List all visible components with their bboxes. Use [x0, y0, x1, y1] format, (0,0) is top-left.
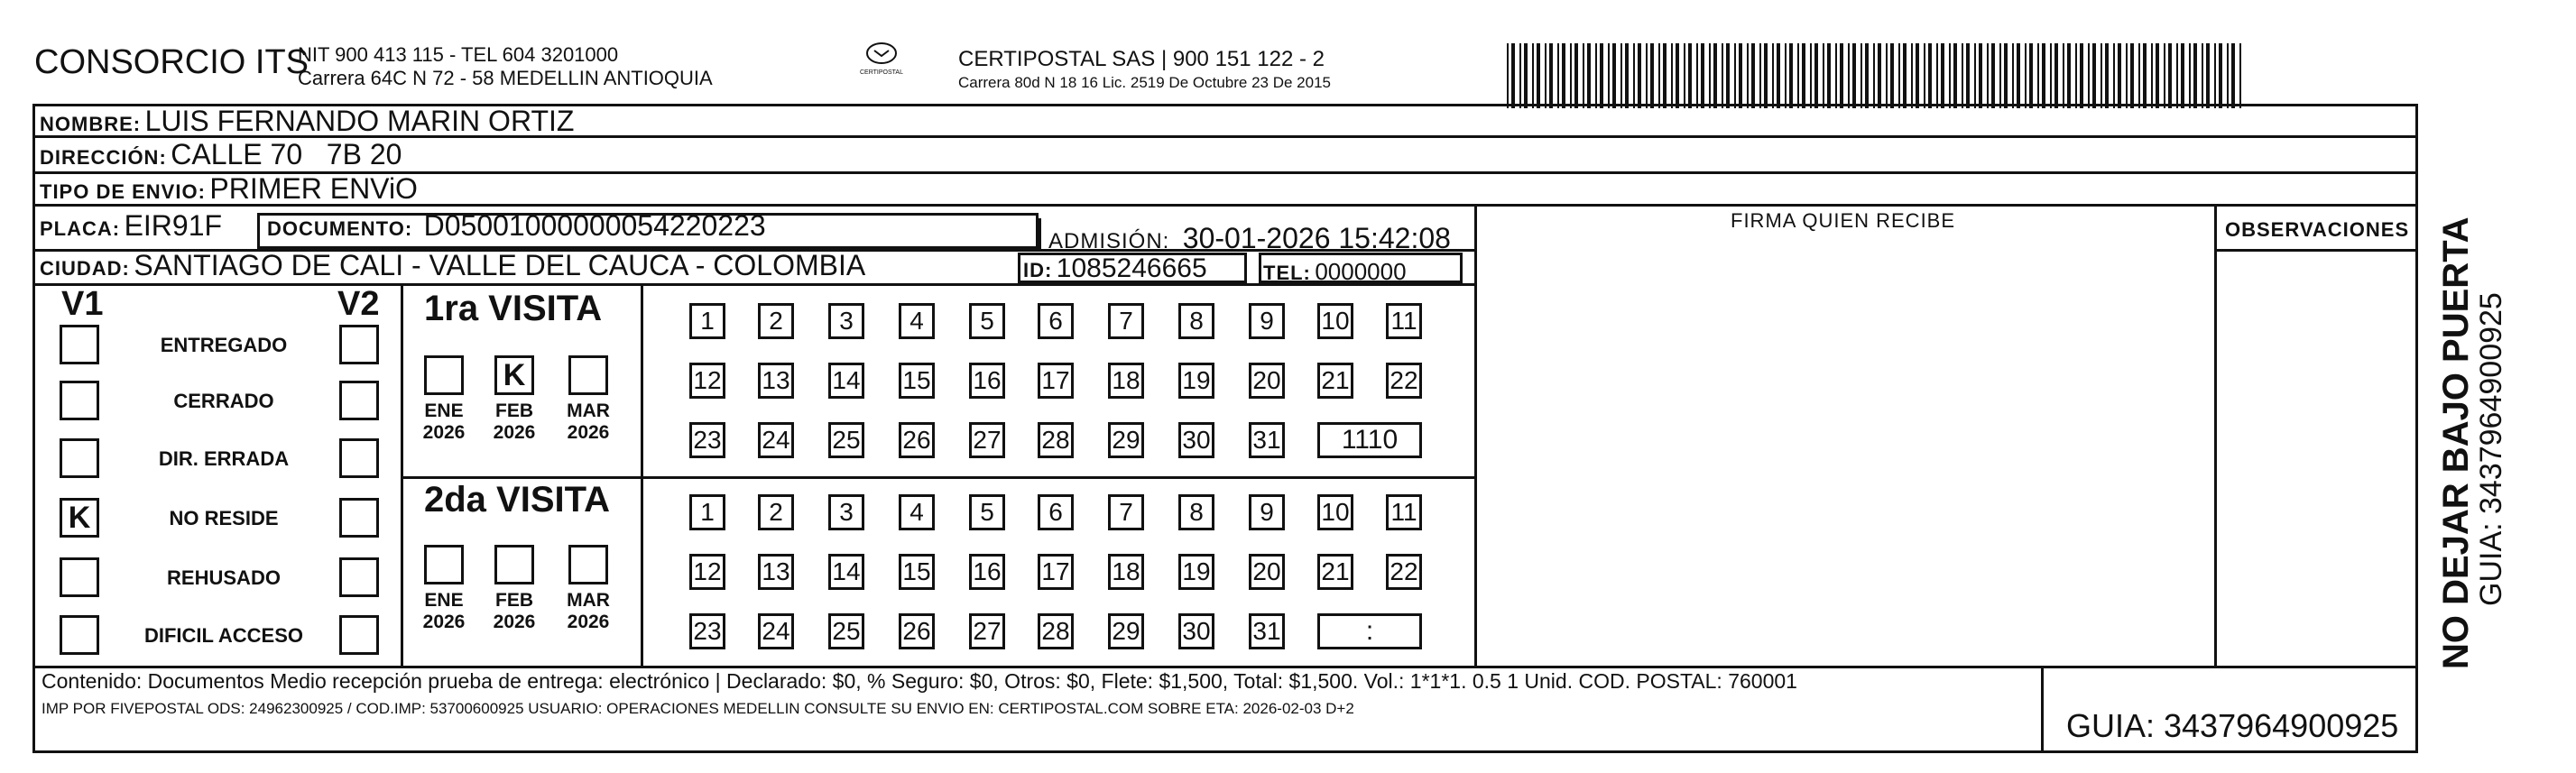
- v1-checkbox[interactable]: [60, 615, 99, 655]
- barcode-bar: [1739, 43, 1742, 108]
- logo-icon: [863, 41, 900, 65]
- second-visit-year-label: 2026: [493, 612, 536, 632]
- barcode-bar: [2176, 43, 2178, 108]
- v2-label: V2: [337, 285, 380, 323]
- barcode-bar: [1953, 43, 1957, 108]
- second-visit-day[interactable]: 28: [1038, 613, 1074, 649]
- first-visit-day[interactable]: 4: [899, 303, 935, 339]
- barcode-bar: [2037, 43, 2039, 108]
- barcode-bar: [2092, 43, 2096, 108]
- first-visit-day[interactable]: 27: [969, 422, 1005, 458]
- v2-checkbox[interactable]: [339, 498, 379, 538]
- second-visit-day[interactable]: 12: [689, 554, 725, 590]
- first-visit-day[interactable]: 19: [1178, 363, 1214, 399]
- first-visit-day[interactable]: 2: [758, 303, 794, 339]
- barcode-bar: [2080, 43, 2083, 108]
- documento-row: [267, 209, 766, 243]
- v1-label: V1: [61, 285, 104, 323]
- barcode-bar: [2193, 43, 2197, 108]
- v1-checkbox[interactable]: [60, 381, 99, 420]
- second-visit-month-checkbox[interactable]: [568, 545, 608, 584]
- v1-checkbox[interactable]: K: [60, 498, 99, 538]
- company-name: CONSORCIO ITS: [34, 43, 309, 81]
- first-visit-day[interactable]: 8: [1178, 303, 1214, 339]
- first-visit-month-checkbox[interactable]: K: [494, 355, 534, 395]
- second-visit-day[interactable]: 24: [758, 613, 794, 649]
- barcode-bar: [1987, 43, 1989, 108]
- first-visit-day[interactable]: 7: [1108, 303, 1144, 339]
- ciudad-label: CIUDAD:: [40, 257, 130, 280]
- barcode-bar: [1650, 43, 1654, 108]
- barcode-bar: [1999, 43, 2001, 108]
- barcode-bar: [1726, 43, 1730, 108]
- second-visit-day[interactable]: 20: [1249, 554, 1285, 590]
- reason-label: REHUSADO: [167, 566, 281, 589]
- second-visit-day[interactable]: 25: [828, 613, 864, 649]
- certipostal-name: CERTIPOSTAL SAS | 900 151 122 - 2: [958, 47, 1325, 71]
- barcode-bar: [1734, 43, 1736, 108]
- barcode-bar: [2067, 43, 2071, 108]
- barcode-bar: [1751, 43, 1755, 108]
- barcode-bar: [2239, 43, 2241, 108]
- barcode-bar: [1924, 43, 1925, 108]
- second-visit-day[interactable]: 30: [1178, 613, 1214, 649]
- barcode-bar: [2075, 43, 2077, 108]
- barcode-bar: [1916, 43, 1919, 108]
- barcode-bar: [2042, 43, 2045, 108]
- first-visit-month-checkbox[interactable]: [568, 355, 608, 395]
- first-visit-day[interactable]: 31: [1249, 422, 1285, 458]
- first-visit-day[interactable]: 22: [1386, 363, 1422, 399]
- barcode-bar: [1911, 43, 1913, 108]
- barcode-bar: [1625, 43, 1629, 108]
- barcode-bar: [2012, 43, 2014, 108]
- barcode-bar: [1764, 43, 1768, 108]
- second-visit-day[interactable]: 15: [899, 554, 935, 590]
- barcode-bar: [2214, 43, 2216, 108]
- ciudad-value: SANTIAGO DE CALI - VALLE DEL CAUCA - COLOMBIA: [134, 249, 866, 281]
- first-visit-day[interactable]: 1: [689, 303, 725, 339]
- barcode-bar: [2054, 43, 2058, 108]
- barcode-bar: [1747, 43, 1749, 108]
- first-visit-day[interactable]: 21: [1317, 363, 1353, 399]
- first-visit-year-label: 2026: [493, 422, 536, 443]
- barcode-bar: [1777, 43, 1780, 108]
- barcode-bar: [2202, 43, 2203, 108]
- barcode-bar: [1810, 43, 1812, 108]
- second-visit-day[interactable]: 2: [758, 494, 794, 530]
- barcode-bar: [1620, 43, 1622, 108]
- barcode-bar: [1797, 43, 1799, 108]
- reason-label: NO RESIDE: [169, 507, 279, 529]
- second-visit-day[interactable]: 14: [828, 554, 864, 590]
- barcode-bar: [1532, 43, 1534, 108]
- barcode-bar: [1802, 43, 1805, 108]
- barcode-bar: [1549, 43, 1553, 108]
- first-visit-day[interactable]: 30: [1178, 422, 1214, 458]
- nombre-value: LUIS FERNANDO MARIN ORTIZ: [144, 105, 575, 137]
- ciudad-row: [40, 249, 865, 282]
- first-visit-day[interactable]: 29: [1108, 422, 1144, 458]
- barcode-bar: [2156, 43, 2159, 108]
- second-visit-day[interactable]: 11: [1386, 494, 1422, 530]
- first-visit-month-label: MAR: [567, 400, 610, 421]
- logo-text: CERTIPOSTAL: [860, 69, 903, 76]
- barcode-bar: [2164, 43, 2165, 108]
- second-visit-title: 2da VISITA: [424, 480, 610, 520]
- barcode-bar: [1928, 43, 1932, 108]
- second-visit-day[interactable]: 4: [899, 494, 935, 530]
- company-address: Carrera 64C N 72 - 58 MEDELLIN ANTIOQUIA: [298, 67, 713, 89]
- second-visit-day[interactable]: 29: [1108, 613, 1144, 649]
- barcode-bar: [2025, 43, 2027, 108]
- barcode-bar: [1852, 43, 1856, 108]
- barcode-bar: [2168, 43, 2172, 108]
- second-visit-day[interactable]: 8: [1178, 494, 1214, 530]
- barcode-bar: [1524, 43, 1528, 108]
- v1-checkbox[interactable]: [60, 325, 99, 364]
- barcode-bar: [1587, 43, 1591, 108]
- barcode-bar: [2206, 43, 2210, 108]
- barcode-bar: [1511, 43, 1515, 108]
- second-visit-day[interactable]: 13: [758, 554, 794, 590]
- second-visit-month-checkbox[interactable]: [424, 545, 464, 584]
- v1-checkbox[interactable]: [60, 557, 99, 597]
- barcode-bar: [1941, 43, 1944, 108]
- second-visit-day[interactable]: 31: [1249, 613, 1285, 649]
- nombre-row: [40, 105, 574, 138]
- tel-label: TEL:: [1263, 262, 1311, 284]
- barcode-bar: [1878, 43, 1881, 108]
- first-visit-day[interactable]: 14: [828, 363, 864, 399]
- barcode-bar: [1562, 43, 1565, 108]
- certipostal-address: Carrera 80d N 18 16 Lic. 2519 De Octubre 23 De 2015: [958, 74, 1331, 91]
- barcode-bar: [1684, 43, 1685, 108]
- company-nit-tel: NIT 900 413 115 - TEL 604 3201000: [298, 43, 619, 66]
- barcode-bar: [1612, 43, 1616, 108]
- second-visit-month-label: ENE: [424, 590, 464, 611]
- barcode-bar: [1709, 43, 1711, 108]
- contenido-text: Contenido: Documentos Medio recepción prueba de entrega: electrónico | Declarado: $0, % Seguro: $0, Otros: $0, Flete: $1,500, Total: $1,500. Vol.: 1*1*1. 0.5 1 Unid. COD. POSTAL: 760001: [42, 669, 1797, 693]
- barcode: [1507, 43, 2247, 108]
- second-visit-day[interactable]: 18: [1108, 554, 1144, 590]
- barcode-bar: [2113, 43, 2115, 108]
- no-dejar-bajo-puerta: NO DEJAR BAJO PUERTA: [2436, 216, 2476, 669]
- direccion-label: DIRECCIÓN:: [40, 146, 167, 169]
- footer-guia: GUIA: 3437964900925: [2066, 707, 2399, 744]
- barcode-bar: [1886, 43, 1888, 108]
- barcode-bar: [1903, 43, 1907, 108]
- first-visit-day[interactable]: 6: [1038, 303, 1074, 339]
- barcode-bar: [1949, 43, 1951, 108]
- first-visit-day[interactable]: 28: [1038, 422, 1074, 458]
- barcode-bar: [1570, 43, 1572, 108]
- certipostal-logo: [857, 41, 906, 76]
- second-visit-day[interactable]: 3: [828, 494, 864, 530]
- second-visit-day[interactable]: 27: [969, 613, 1005, 649]
- barcode-bar: [1557, 43, 1559, 108]
- barcode-bar: [2029, 43, 2033, 108]
- barcode-bar: [1713, 43, 1717, 108]
- barcode-bar: [2227, 43, 2229, 108]
- barcode-bar: [1962, 43, 1963, 108]
- first-visit-title: 1ra VISITA: [424, 289, 603, 328]
- barcode-bar: [1890, 43, 1894, 108]
- tipo-envio-row: [40, 172, 418, 206]
- v2-checkbox[interactable]: [339, 557, 379, 597]
- barcode-bar: [2126, 43, 2128, 108]
- documento-value: D05001000000054220223: [423, 209, 766, 242]
- barcode-bar: [1936, 43, 1938, 108]
- barcode-bar: [1595, 43, 1597, 108]
- barcode-bar: [2151, 43, 2153, 108]
- observaciones-label: OBSERVACIONES: [2225, 218, 2410, 241]
- barcode-bar: [1823, 43, 1824, 108]
- placa-row: [40, 209, 222, 243]
- second-visit-year-label: 2026: [422, 612, 466, 632]
- id-value: 1085246665: [1056, 253, 1207, 283]
- direccion-value: CALLE 70 7B 20: [171, 138, 402, 170]
- barcode-bar: [1574, 43, 1578, 108]
- id-row: [1023, 253, 1207, 284]
- first-visit-day[interactable]: 16: [969, 363, 1005, 399]
- first-visit-day[interactable]: 5: [969, 303, 1005, 339]
- first-visit-day[interactable]: 24: [758, 422, 794, 458]
- first-visit-day[interactable]: 23: [689, 422, 725, 458]
- v2-checkbox[interactable]: [339, 615, 379, 655]
- barcode-bar: [1646, 43, 1648, 108]
- barcode-bar: [1898, 43, 1900, 108]
- first-visit-month-checkbox[interactable]: [424, 355, 464, 395]
- first-visit-month-label: ENE: [424, 400, 464, 421]
- tel-value: 0000000: [1315, 258, 1407, 285]
- second-visit-month-label: FEB: [495, 590, 533, 611]
- barcode-bar: [1600, 43, 1603, 108]
- barcode-bar: [1865, 43, 1869, 108]
- first-visit-day[interactable]: 18: [1108, 363, 1144, 399]
- placa-value: EIR91F: [124, 209, 223, 242]
- admision-value: 30-01-2026 15:42:08: [1182, 222, 1451, 254]
- barcode-bar: [1974, 43, 1976, 108]
- tipo-envio-label: TIPO DE ENVIO:: [40, 180, 206, 203]
- tel-row: [1263, 258, 1407, 286]
- barcode-bar: [2101, 43, 2102, 108]
- barcode-bar: [1722, 43, 1723, 108]
- first-visit-year-label: 2026: [567, 422, 610, 443]
- barcode-bar: [1671, 43, 1673, 108]
- barcode-bar: [1519, 43, 1521, 108]
- second-visit-day[interactable]: 22: [1386, 554, 1422, 590]
- first-visit-year-label: 2026: [422, 422, 466, 443]
- second-visit-day[interactable]: 5: [969, 494, 1005, 530]
- barcode-bar: [1688, 43, 1692, 108]
- reason-label: CERRADO: [173, 390, 274, 412]
- first-visit-day[interactable]: 26: [899, 422, 935, 458]
- first-visit-day[interactable]: 13: [758, 363, 794, 399]
- barcode-bar: [2050, 43, 2052, 108]
- second-visit-day[interactable]: 21: [1317, 554, 1353, 590]
- barcode-bar: [1772, 43, 1774, 108]
- second-visit-month-label: MAR: [567, 590, 610, 611]
- barcode-bar: [2231, 43, 2235, 108]
- barcode-bar: [1537, 43, 1540, 108]
- barcode-bar: [2219, 43, 2222, 108]
- second-visit-day[interactable]: 9: [1249, 494, 1285, 530]
- second-visit-day[interactable]: 17: [1038, 554, 1074, 590]
- barcode-bar: [1676, 43, 1679, 108]
- imp-text: IMP POR FIVEPOSTAL ODS: 24962300925 / COD.IMP: 53700600925 USUARIO: OPERACIONES MEDELLIN CONSULTE SU ENVIO EN: CERTIPOSTAL.COM SOBRE ETA: 2026-02-03 D+2: [42, 700, 1354, 717]
- first-visit-day[interactable]: 15: [899, 363, 935, 399]
- v2-checkbox[interactable]: [339, 438, 379, 478]
- first-visit-day[interactable]: 12: [689, 363, 725, 399]
- first-visit-day[interactable]: 25: [828, 422, 864, 458]
- v2-checkbox[interactable]: [339, 325, 379, 364]
- direccion-row: [40, 138, 402, 171]
- first-visit-day[interactable]: 9: [1249, 303, 1285, 339]
- second-visit-day[interactable]: 10: [1317, 494, 1353, 530]
- second-visit-day[interactable]: 7: [1108, 494, 1144, 530]
- admision-row: [1048, 222, 1451, 255]
- first-visit-day[interactable]: 17: [1038, 363, 1074, 399]
- nombre-label: NOMBRE:: [40, 113, 142, 135]
- tipo-envio-value: PRIMER ENViO: [209, 172, 418, 205]
- second-visit-time-box[interactable]: :: [1317, 613, 1422, 649]
- admision-label: ADMISIÓN:: [1048, 229, 1170, 253]
- barcode-bar: [2189, 43, 2191, 108]
- barcode-bar: [1966, 43, 1970, 108]
- barcode-bar: [1759, 43, 1761, 108]
- reason-label: DIFICIL ACCESO: [143, 624, 303, 647]
- first-visit-day[interactable]: 20: [1249, 363, 1285, 399]
- v2-checkbox[interactable]: [339, 381, 379, 420]
- placa-label: PLACA:: [40, 217, 121, 240]
- barcode-bar: [1701, 43, 1704, 108]
- barcode-bar: [1835, 43, 1837, 108]
- reason-label: DIR. ERRADA: [158, 447, 290, 470]
- barcode-bar: [1991, 43, 1995, 108]
- barcode-bar: [1545, 43, 1547, 108]
- second-visit-month-checkbox[interactable]: [494, 545, 534, 584]
- second-visit-day[interactable]: 23: [689, 613, 725, 649]
- barcode-bar: [1785, 43, 1787, 108]
- barcode-bar: [1608, 43, 1610, 108]
- barcode-bar: [2118, 43, 2121, 108]
- barcode-bar: [1979, 43, 1982, 108]
- second-visit-day[interactable]: 16: [969, 554, 1005, 590]
- barcode-bar: [2004, 43, 2008, 108]
- barcode-bar: [2181, 43, 2184, 108]
- barcode-bar: [2143, 43, 2147, 108]
- barcode-bar: [1814, 43, 1818, 108]
- barcode-bar: [1873, 43, 1875, 108]
- second-visit-day[interactable]: 19: [1178, 554, 1214, 590]
- barcode-bar: [1827, 43, 1831, 108]
- first-visit-time-box[interactable]: 1110: [1317, 422, 1422, 458]
- barcode-bar: [2063, 43, 2064, 108]
- barcode-bar: [1696, 43, 1698, 108]
- first-visit-day[interactable]: 11: [1386, 303, 1422, 339]
- barcode-bar: [1860, 43, 1862, 108]
- barcode-bar: [1507, 43, 1509, 108]
- barcode-bar: [2105, 43, 2109, 108]
- documento-label: DOCUMENTO:: [267, 217, 413, 240]
- barcode-bar: [1633, 43, 1635, 108]
- second-visit-day[interactable]: 6: [1038, 494, 1074, 530]
- barcode-bar: [2138, 43, 2140, 108]
- barcode-bar: [1789, 43, 1793, 108]
- firma-label: FIRMA QUIEN RECIBE: [1731, 209, 1956, 232]
- first-visit-day[interactable]: 3: [828, 303, 864, 339]
- second-visit-day[interactable]: 26: [899, 613, 935, 649]
- barcode-bar: [1638, 43, 1641, 108]
- second-visit-year-label: 2026: [567, 612, 610, 632]
- id-label: ID:: [1023, 259, 1053, 281]
- side-guia: GUIA: 3437964900925: [2474, 292, 2508, 606]
- second-visit-day[interactable]: 1: [689, 494, 725, 530]
- barcode-bar: [2017, 43, 2020, 108]
- barcode-bar: [1663, 43, 1667, 108]
- reason-label: ENTREGADO: [160, 334, 288, 356]
- barcode-bar: [1840, 43, 1843, 108]
- first-visit-day[interactable]: 10: [1317, 303, 1353, 339]
- barcode-bar: [2088, 43, 2090, 108]
- first-visit-month-label: FEB: [495, 400, 533, 421]
- barcode-bar: [1848, 43, 1850, 108]
- barcode-bar: [2130, 43, 2134, 108]
- v1-checkbox[interactable]: [60, 438, 99, 478]
- barcode-bar: [1583, 43, 1584, 108]
- barcode-bar: [1658, 43, 1660, 108]
